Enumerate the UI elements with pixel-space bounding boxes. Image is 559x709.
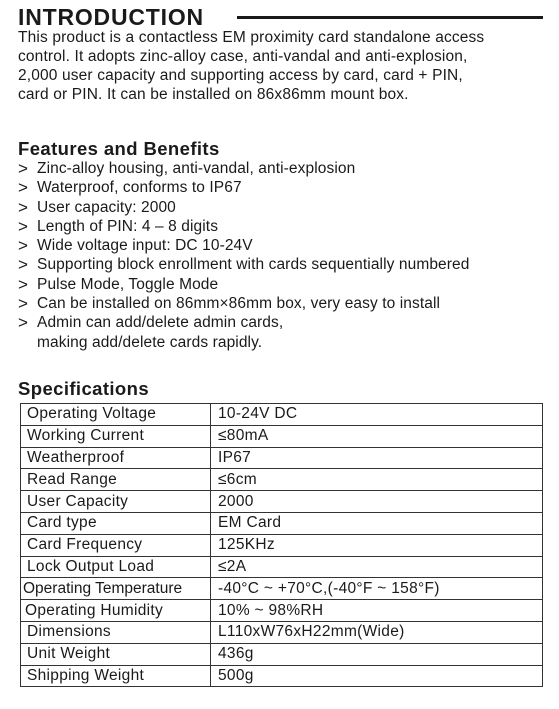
feature-item bbox=[18, 217, 543, 236]
spec-value: 125KHz bbox=[211, 534, 543, 556]
spec-label: Weatherproof bbox=[21, 447, 211, 469]
spec-label: Dimensions bbox=[21, 621, 211, 643]
feature-item bbox=[18, 255, 543, 274]
feature-text: making add/delete cards rapidly. bbox=[37, 333, 263, 351]
title-rule bbox=[237, 16, 543, 19]
specifications-title: Specifications bbox=[18, 378, 150, 399]
spec-value: 2000 bbox=[211, 491, 543, 513]
chevron-right-icon: > bbox=[18, 159, 29, 178]
spec-label: Working Current bbox=[21, 425, 211, 447]
spec-label: Read Range bbox=[21, 469, 211, 491]
spec-value: 500g bbox=[211, 665, 543, 687]
feature-item bbox=[18, 294, 543, 313]
feature-text: User capacity: 2000 bbox=[37, 198, 176, 216]
spec-value: ≤2A bbox=[211, 556, 543, 578]
table-row bbox=[21, 600, 543, 622]
feature-text: Wide voltage input: DC 10-24V bbox=[37, 237, 253, 255]
chevron-right-icon: > bbox=[18, 294, 29, 314]
spec-label: Lock Output Load bbox=[21, 556, 211, 578]
table-row bbox=[21, 621, 543, 643]
spec-label: Operating Humidity bbox=[21, 600, 211, 622]
chevron-right-icon: > bbox=[18, 178, 29, 198]
feature-item bbox=[18, 159, 543, 178]
table-row bbox=[21, 643, 543, 665]
table-row bbox=[21, 534, 543, 556]
chevron-right-icon: > bbox=[18, 313, 29, 333]
spec-label: Operating Voltage bbox=[21, 404, 211, 426]
spec-value: 10% ~ 98%RH bbox=[211, 600, 543, 622]
feature-text: Admin can add/delete admin cards, bbox=[37, 314, 284, 332]
chevron-right-icon: > bbox=[18, 255, 29, 275]
chevron-right-icon: > bbox=[18, 197, 29, 217]
spec-value: ≤6cm bbox=[211, 469, 543, 491]
intro-line: 2,000 user capacity and supporting access by card, card + PIN, bbox=[18, 67, 463, 84]
table-row bbox=[21, 556, 543, 578]
table-row bbox=[21, 469, 543, 491]
chevron-right-icon: > bbox=[18, 236, 29, 256]
spec-label: Unit Weight bbox=[21, 643, 211, 665]
spec-value: EM Card bbox=[211, 512, 543, 534]
introduction-title: INTRODUCTION bbox=[18, 4, 204, 30]
table-row bbox=[21, 404, 543, 426]
features-list bbox=[18, 159, 543, 352]
spec-label: Card Frequency bbox=[21, 534, 211, 556]
table-row bbox=[21, 578, 543, 600]
intro-line: This product is a contactless EM proximity card standalone access bbox=[18, 29, 485, 46]
spec-value: IP67 bbox=[211, 447, 543, 469]
table-row bbox=[21, 512, 543, 534]
spec-label: Shipping Weight bbox=[21, 665, 211, 687]
feature-text: Pulse Mode, Toggle Mode bbox=[37, 275, 219, 293]
spec-value: 436g bbox=[211, 643, 543, 665]
features-title: Features and Benefits bbox=[18, 138, 220, 159]
feature-item bbox=[18, 236, 543, 255]
spec-value: -40°C ~ +70°C,(-40°F ~ 158°F) bbox=[211, 578, 543, 600]
feature-item bbox=[18, 178, 543, 197]
feature-text: Length of PIN: 4 – 8 digits bbox=[37, 217, 219, 235]
feature-item bbox=[18, 313, 543, 352]
specifications-table bbox=[20, 403, 543, 687]
intro-line: card or PIN. It can be installed on 86x86mm mount box. bbox=[18, 86, 409, 103]
spec-value: ≤80mA bbox=[211, 425, 543, 447]
chevron-right-icon: > bbox=[18, 216, 29, 236]
chevron-right-icon: > bbox=[18, 274, 29, 294]
intro-line: control. It adopts zinc-alloy case, anti-vandal and anti-explosion, bbox=[18, 48, 468, 65]
spec-label: Card type bbox=[21, 512, 211, 534]
feature-text: Zinc-alloy housing, anti-vandal, anti-explosion bbox=[37, 160, 356, 177]
feature-item bbox=[18, 275, 543, 294]
table-row bbox=[21, 491, 543, 513]
spec-value: 10-24V DC bbox=[211, 404, 543, 426]
table-row bbox=[21, 447, 543, 469]
introduction-paragraph bbox=[18, 28, 543, 104]
spec-label: User Capacity bbox=[21, 491, 211, 513]
feature-text: Waterproof, conforms to IP67 bbox=[37, 179, 242, 197]
feature-item bbox=[18, 198, 543, 217]
table-row bbox=[21, 425, 543, 447]
spec-label: Operating Temperature bbox=[21, 578, 211, 600]
feature-text: Can be installed on 86mm×86mm box, very easy to install bbox=[37, 295, 441, 313]
introduction-header bbox=[18, 3, 543, 31]
spec-value: L110xW76xH22mm(Wide) bbox=[211, 621, 543, 643]
table-row bbox=[21, 665, 543, 687]
feature-text: Supporting block enrollment with cards sequentially numbered bbox=[37, 256, 470, 274]
